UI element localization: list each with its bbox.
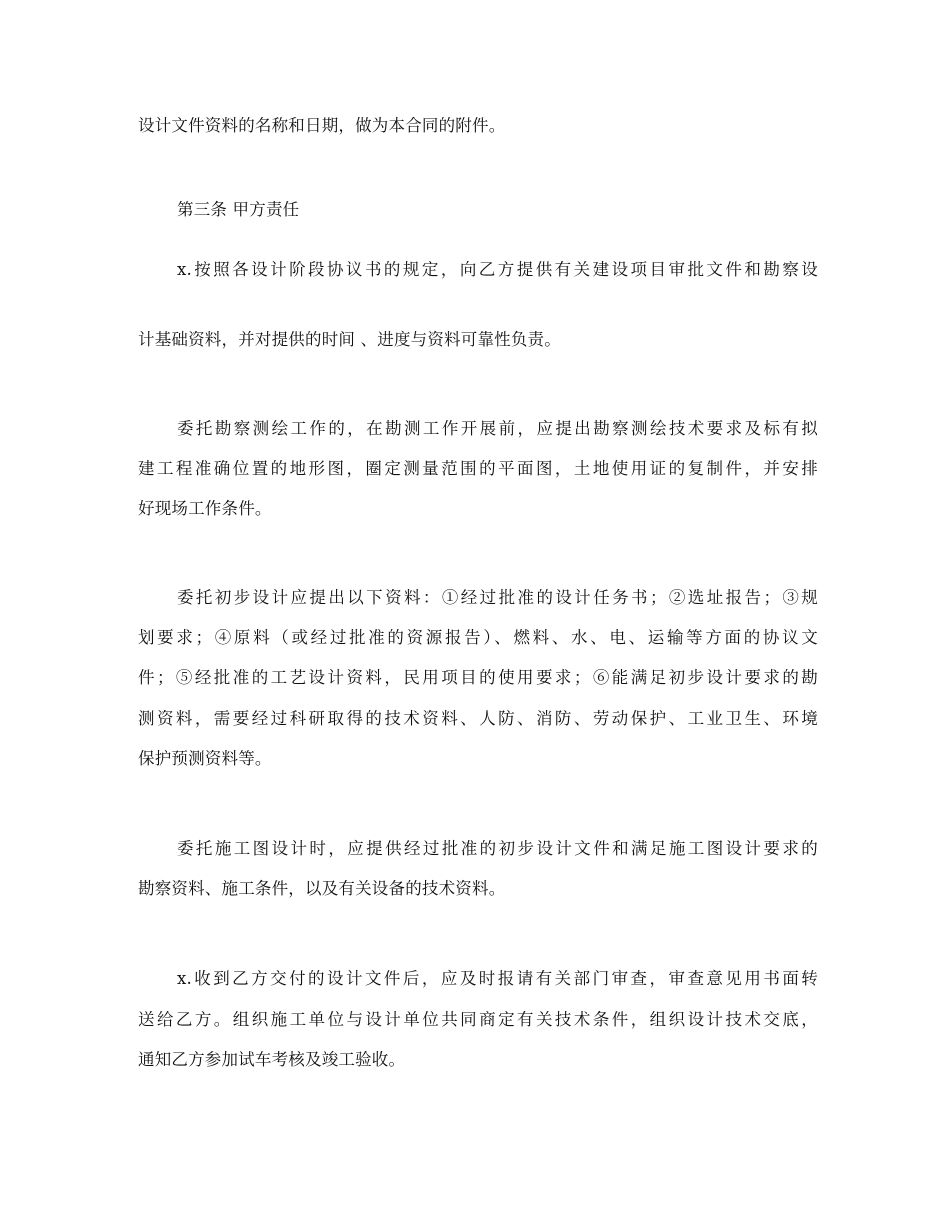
text-line: 划要求；④原料（或经过批准的资源报告）、燃料、水、电、运输等方面的协议文 (138, 628, 818, 647)
text-line: 测资料，需要经过科研取得的技术资料、人防、消防、劳动保护、工业卫生、环境 (138, 709, 818, 728)
text-line: x.按照各设计阶段协议书的规定，向乙方提供有关建设项目审批文件和勘察设 (177, 260, 818, 279)
text-line: 计基础资料，并对提供的时间 、进度与资料可靠性负责。 (138, 330, 561, 349)
text-line: 件；⑤经批准的工艺设计资料，民用项目的使用要求；⑥能满足初步设计要求的勘 (138, 668, 818, 687)
text-line: 委托勘察测绘工作的，在勘测工作开展前，应提出勘察测绘技术要求及标有拟 (177, 419, 818, 438)
text-line: x.收到乙方交付的设计文件后，应及时报请有关部门审查，审查意见用书面转 (177, 969, 818, 988)
text-line: 送给乙方。组织施工单位与设计单位共同商定有关技术条件，组织设计技术交底， (138, 1010, 818, 1029)
text-line: 委托初步设计应提出以下资料：①经过批准的设计任务书；②选址报告；③规 (177, 588, 818, 607)
text-line: 勘察资料、施工条件，以及有关设备的技术资料。 (138, 879, 506, 898)
text-line: 委托施工图设计时，应提供经过批准的初步设计文件和满足施工图设计要求的 (177, 839, 818, 858)
text-line: 设计文件资料的名称和日期，做为本合同的附件。 (138, 116, 506, 135)
text-line: 保护预测资料等。 (138, 749, 272, 768)
text-line: 建工程准确位置的地形图，圈定测量范围的平面图，土地使用证的复制件，并安排 (138, 459, 818, 478)
text-line: 好现场工作条件。 (138, 499, 272, 518)
text-line: 通知乙方参加试车考核及竣工验收。 (138, 1050, 406, 1069)
section-heading: 第三条 甲方责任 (177, 200, 300, 219)
